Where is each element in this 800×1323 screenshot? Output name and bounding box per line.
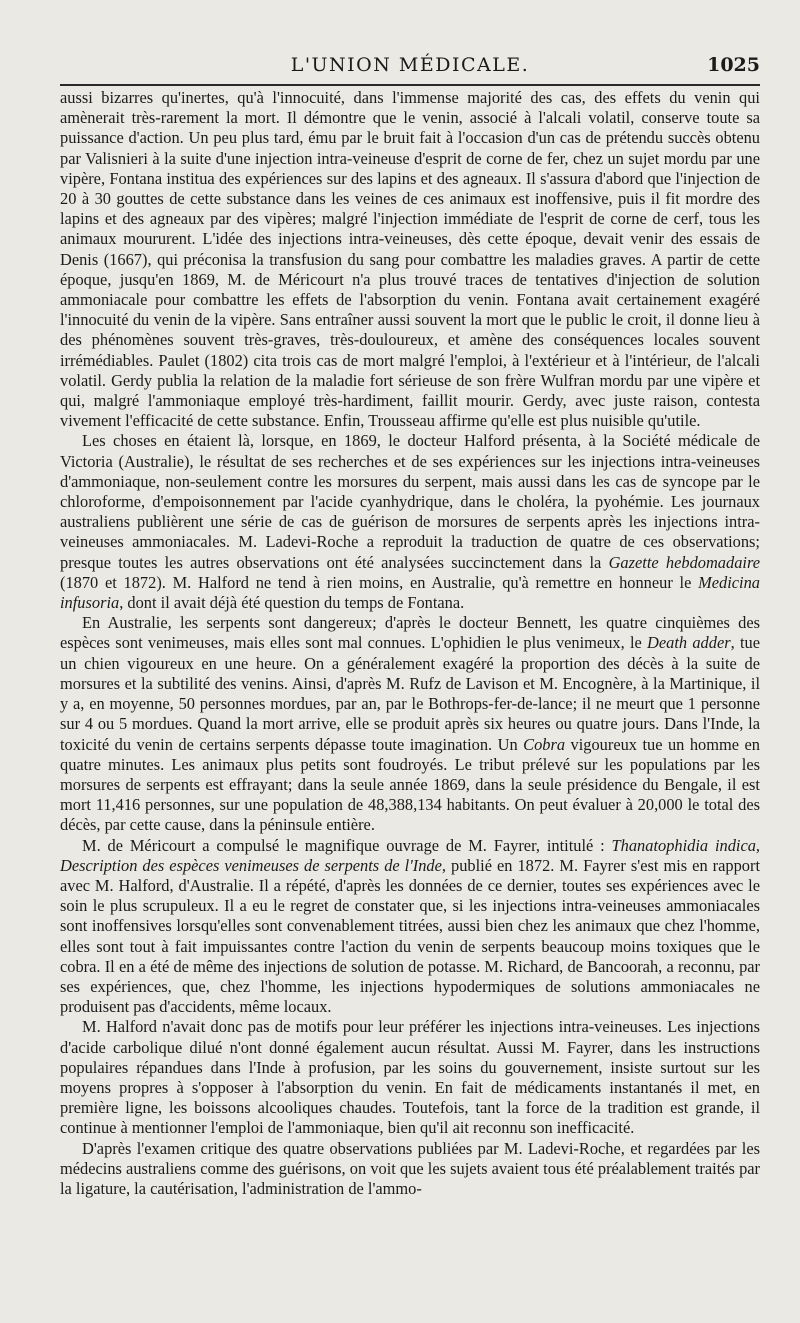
italic-text: Death adder [647, 633, 731, 653]
paragraph [60, 1017, 760, 1138]
page-header [60, 0, 760, 88]
text-run: M. Halford n'avait donc pas de motifs pour leur préférer les injections intra-veineuses. Les injections d'acide carbolique dilué n'ont donné également aucun résultat. Aussi M. Fayrer, dans les instructions populaires répandues dans l'Inde à profusion, par les soins du gouvernement, insiste surtout sur les moyens propres à s'opposer à l'absorption du venin. En fait de médicaments instantanés il met, en première ligne, les boissons alcooliques chaudes. Toutefois, tant la force de la tradition est grande, il continue à mentionner l'emploi de l'ammoniaque, bien qu'il ait reconnu son inefficacité. [60, 1017, 760, 1138]
text-run: Les choses en étaient là, lorsque, en 1869, le docteur Halford présenta, à la Société médicale de Victoria (Australie), le résultat de ses recherches et de ses expériences sur les injections intra-veineuses d'ammoniaque, non-seulement contre les morsures du serpent, mais aussi dans les cas de syncope par le chloroforme, d'empoisonnement par l'acide cyanhydrique, dans le choléra, la pyohémie. Les journaux australiens publièrent une série de cas de guérison de morsures de serpents après les injections intra-veineuses ammoniacales. M. Ladevi-Roche a reproduit la traduction de quatre de ces observations; presque toutes les autres observations ont été analysées succinctement dans la [60, 431, 760, 572]
italic-text: Cobra [523, 734, 566, 754]
page-number: 1025 [707, 54, 760, 76]
text-run: vigoureux tue un homme en quatre minutes. Les animaux plus petits sont foudroyés. Le tribut prélevé sur les populations par les morsures de serpents est effrayant; dans la seule année 1869, dans la seule présidence du Bengale, il est mort 11,416 personnes, sur une population de 48,388,134 habitants. On peut évaluer à 20,000 le total des décès, par cette cause, dans la péninsule entière. [60, 734, 760, 835]
italic-text: Medicina infusoria [60, 572, 760, 613]
text-run: aussi bizarres qu'inertes, qu'à l'innocuité, dans l'immense majorité des cas, des effets du venin qui amènerait très-rarement la mort. Il démontre que le venin, associé à l'alcali volatil, conserve toute sa puissance d'action. Un peu plus tard, ému par le bruit fait à l'occasion d'un cas de prétendu succès obtenu par Valisnieri à la suite d'une injection intra-veineuse d'esprit de corne de fer, chez un sujet mordu par une vipère, Fontana institua des expériences sur des lapins et des agneaux. Il s'assura d'abord que l'injection de 20 à 30 gouttes de cette substance dans les veines de ces animaux est inoffensive, puis il fit mordre des lapins et des agneaux par des vipères; malgré l'injection immédiate de l'esprit de corne de cerf, tous les animaux moururent. L'idée des injections intra-veineuses, dès cette époque, devait venir des essais de Denis (1667), qui préconisa la transfusion du sang pour combattre les maladies graves. A partir de cette époque, jusqu'en 1869, M. de Méricourt n'a plus trouvé traces de tentatives d'injection de solution ammoniacale pour combattre les effets de l'absorption du venin. Fontana avait certainement exagéré l'innocuité du venin de la vipère. Sans entraîner aussi souvent la mort que le public le croit, il donne lieu à des phénomènes souvent très-graves, très-douloureux, et amène des conséquences locales souvent irrémédiables. Paulet (1802) cita trois cas de mort malgré l'emploi, à l'extérieur et à l'intérieur, de l'alcali volatil. Gerdy publia la relation de la maladie fort sérieuse de son frère Wulfran mordu par une vipère et qui, malgré l'ammoniaque employé très-hardiment, faillit mourir. Gerdy, avec juste raison, contesta vivement l'efficacité de cette substance. Enfin, Trousseau affirme qu'elle est plus nuisible qu'utile. [60, 88, 760, 431]
italic-text: Gazette hebdomadaire [608, 552, 760, 572]
text-run: D'après l'examen critique des quatre observations publiées par M. Ladevi-Roche, et regardées par les médecins australiens comme des guérisons, on voit que les sujets avaient tous été préalablement traités par la ligature, la cautérisation, l'administration de l'ammo- [60, 1138, 760, 1198]
text-run: , dont il avait déjà été question du temps de Fontana. [119, 593, 465, 613]
paragraph [60, 836, 760, 1018]
text-run: M. de Méricourt a compulsé le magnifique ouvrage de M. Fayrer, intitulé : [82, 835, 612, 855]
text-run: En Australie, les serpents sont dangereux; d'après le docteur Bennett, les quatre cinquièmes des espèces sont venimeuses, mais elles sont mal connues. L'ophidien le plus venimeux, le [60, 613, 760, 653]
running-title: L'UNION MÉDICALE. [290, 54, 530, 76]
body-text [60, 88, 760, 1199]
text-run: , tue un chien vigoureux en une heure. On a généralement exagéré la proportion des décès à la suite de morsures et la subtilité des venins. Ainsi, d'après M. Rufz de Lavison et M. Encognère, à la Martinique, il y a, en moyenne, 50 personnes mordues, par an, par le Bothrops-fer-de-lance; il ne meurt que 1 personne sur 4 ou 5 mordues. Quand la mort arrive, elle se produit après six heures ou quatre jours. Dans l'Inde, la toxicité du venin de certains serpents dépasse toute imagination. Un [60, 633, 760, 754]
paragraph [60, 1139, 760, 1200]
text-run: (1870 et 1872). M. Halford ne tend à rien moins, en Australie, qu'à remettre en honneur le [60, 572, 699, 592]
italic-text: Thanatophidia indica, Description des espèces venimeuses de serpents de l'Inde [60, 835, 761, 875]
paragraph [60, 613, 760, 835]
header-rule [60, 84, 760, 86]
text-run: , publié en 1872. M. Fayrer s'est mis en rapport avec M. Halford, d'Australie. Il a répété, d'après les données de ce dernier, toutes ses expériences avec le soin le plus scrupuleux. Il a eu le regret de constater que, si les injections intra-veineuses ammoniacales sont inoffensives lorsqu'elles sont convenablement titrées, aussi bien chez les animaux que chez l'homme, elles sont tout à fait impuissantes contre l'action du venin de serpents beaucoup moins toxiques que le cobra. Il en a été de même des injections de solution de potasse. M. Richard, de Bancoorah, a reconnu, par ses expériences, que, chez l'homme, les injections hypodermiques de solutions ammoniacales ne produisent pas d'accidents, même locaux. [60, 855, 760, 1017]
paragraph [60, 88, 760, 431]
paragraph [60, 431, 760, 613]
